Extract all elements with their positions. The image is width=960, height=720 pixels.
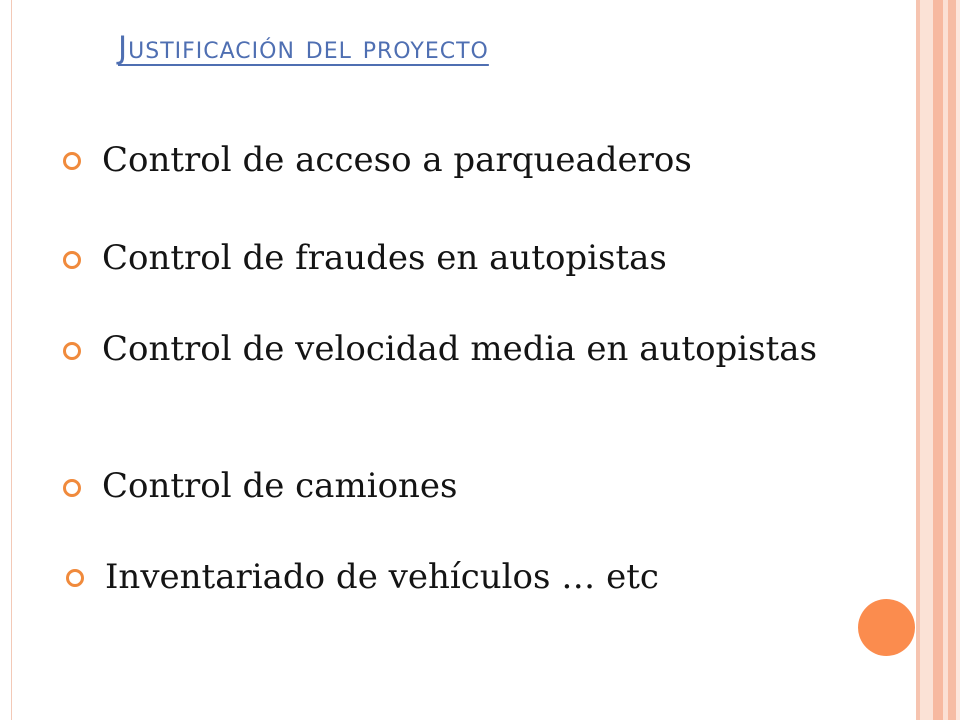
list-item-text: Control de velocidad media en autopistas xyxy=(102,329,818,369)
list-item-text: Control de fraudes en autopistas xyxy=(102,238,667,278)
list-item-text: Inventariado de vehículos … etc xyxy=(105,557,659,597)
stripe xyxy=(956,0,960,720)
right-decorative-stripes xyxy=(916,0,960,720)
stripe xyxy=(920,0,933,720)
left-border-line xyxy=(0,0,12,720)
list-item-text: Control de acceso a parqueaderos xyxy=(102,140,692,180)
bullet-icon xyxy=(63,152,81,170)
bullet-icon xyxy=(63,251,81,269)
slide-title: Justificación del proyecto xyxy=(118,30,489,66)
stripe xyxy=(933,0,943,720)
list-item-text: Control de camiones xyxy=(102,466,458,506)
bullet-icon xyxy=(63,479,81,497)
stripe xyxy=(948,0,956,720)
bullet-icon xyxy=(63,342,81,360)
orange-circle-icon xyxy=(858,599,915,656)
bullet-icon xyxy=(66,569,84,587)
